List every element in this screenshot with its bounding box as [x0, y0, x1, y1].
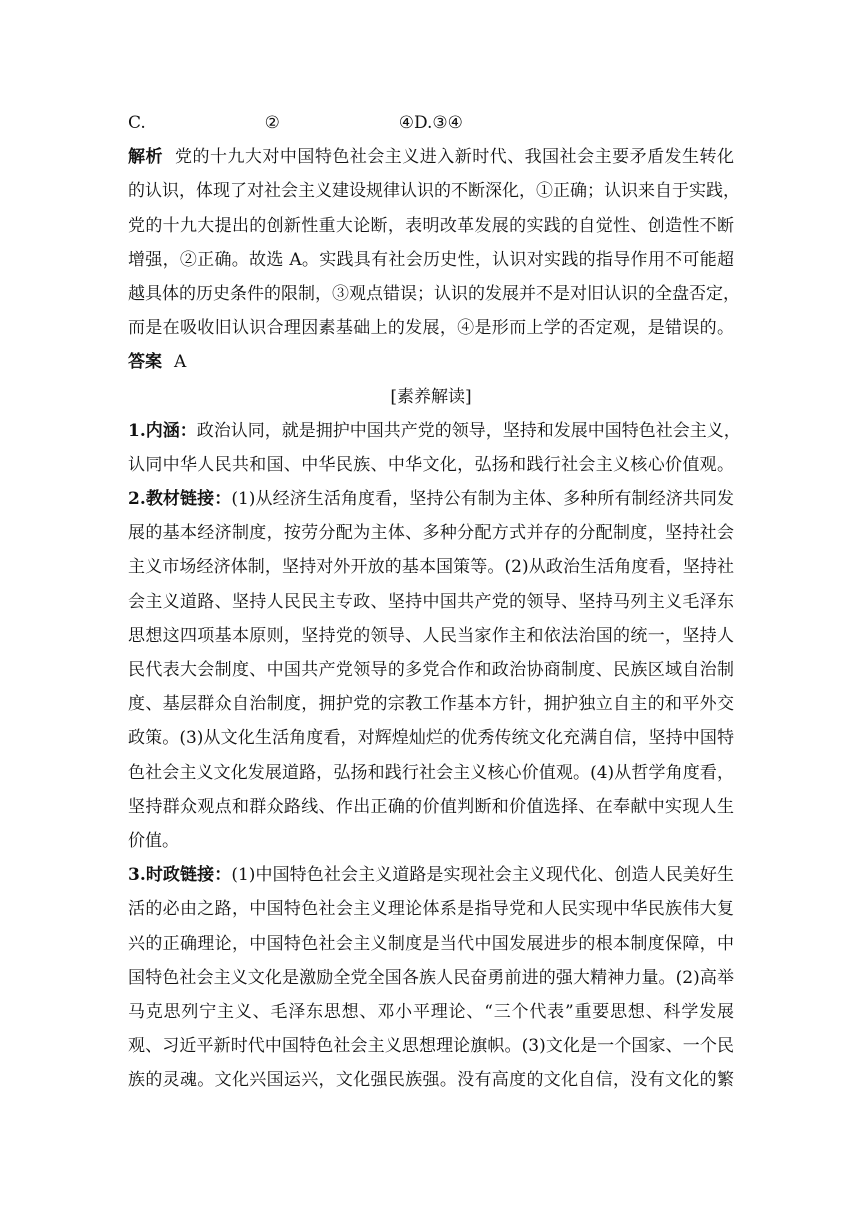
- option-d: D.③④: [414, 113, 463, 133]
- item-2-line: 度、基层群众自治制度，拥护党的宗教工作基本方针，拥护独立自主的和平外交: [128, 694, 734, 715]
- analysis-line: 党的十九大对中国特色社会主义进入新时代、我国社会主要矛盾发生转化: [174, 147, 735, 168]
- analysis-label: 解析: [128, 147, 163, 168]
- item-3-line: 族的灵魂。文化兴国运兴，文化强民族强。没有高度的文化自信，没有文化的繁: [128, 1070, 734, 1091]
- section-title: [素养解读]: [390, 386, 472, 407]
- item-3-label: 3.时政链接：: [128, 865, 232, 886]
- item-2-line: 色社会主义文化发展道路，弘扬和践行社会主义核心价值观。(4)从哲学角度看，: [128, 762, 734, 783]
- item-1-line: 认同中华人民共和国、中华民族、中华文化，弘扬和践行社会主义核心价值观。: [128, 454, 734, 475]
- answer-row: [128, 345, 734, 379]
- item-2-line: 展的基本经济制度，按劳分配为主体、多种分配方式并存的分配制度，坚持社会: [128, 523, 734, 544]
- analysis-block: [128, 140, 740, 345]
- analysis-line: 越具体的历史条件的限制，③观点错误；认识的发展并不是对旧认识的全盘否定，: [128, 283, 740, 304]
- document-page: [128, 106, 741, 1097]
- item-2-label: 2.教材链接：: [128, 489, 232, 510]
- item-3-line: 兴的正确理论，中国特色社会主义制度是当代中国发展进步的根本制度保障，中: [128, 933, 734, 954]
- answer-options-row: [128, 106, 734, 140]
- item-3-line: 国特色社会主义文化是激励全党全国各族人民奋勇前进的强大精神力量。(2)高举: [128, 967, 734, 988]
- item-2-line: 政策。(3)从文化生活角度看，对辉煌灿烂的优秀传统文化充满自信，坚持中国特: [128, 728, 734, 749]
- item-2-line: 坚持群众观点和群众路线、作出正确的价值判断和价值选择、在奉献中实现人生: [128, 796, 734, 817]
- item-2-line: 民代表大会制度、中国共产党领导的多党合作和政治协商制度、民族区域自治制: [128, 660, 734, 680]
- analysis-line: 而是在吸收旧认识合理因素基础上的发展，④是形而上学的否定观，是错误的。: [128, 318, 734, 339]
- item-2-line: 主义市场经济体制，坚持对外开放的基本国策等。(2)从政治生活角度看，坚持社: [128, 557, 734, 578]
- item-3-line: 活的必由之路，中国特色社会主义理论体系是指导党和人民实现中华民族伟大复: [128, 899, 734, 920]
- answer-value: A: [174, 352, 187, 373]
- item-3-line: 马克思列宁主义、毛泽东思想、邓小平理论、“三个代表”重要思想、科学发展: [128, 1001, 734, 1022]
- answer-label: 答案: [128, 352, 162, 373]
- item-3-current-affairs-links: [128, 858, 734, 1097]
- item-2-line: (1)从经济生活角度看，坚持公有制为主体、多种所有制经济共同发: [231, 489, 734, 510]
- item-2-textbook-links: [128, 482, 734, 858]
- item-2-line: 价值。: [128, 830, 179, 851]
- option-c: C.②④: [128, 113, 414, 133]
- item-3-line: (1)中国特色社会主义道路是实现社会主义现代化、创造人民美好生: [231, 865, 734, 886]
- item-3-line: 观、习近平新时代中国特色社会主义思想理论旗帜。(3)文化是一个国家、一个民: [128, 1036, 734, 1057]
- item-1-connotation: [128, 414, 741, 482]
- analysis-line: 的认识，体现了对社会主义建设规律认识的不断深化，①正确；认识来自于实践，: [128, 181, 740, 202]
- item-1-line: 政治认同，就是拥护中国共产党的领导，坚持和发展中国特色社会主义，: [196, 420, 741, 441]
- item-2-line: 会主义道路、坚持人民民主专政、坚持中国共产党的领导、坚持马列主义毛泽东: [128, 591, 734, 612]
- analysis-line: 增强，②正确。故选 A。实践具有社会历史性，认识对实践的指导作用不可能超: [128, 249, 734, 270]
- item-2-line: 思想这四项基本原则，坚持党的领导、人民当家作主和依法治国的统一，坚持人: [128, 625, 734, 646]
- analysis-line: 党的十九大提出的创新性重大论断，表明改革发展的实践的自觉性、创造性不断: [128, 215, 734, 236]
- item-1-label: 1.内涵：: [128, 420, 197, 441]
